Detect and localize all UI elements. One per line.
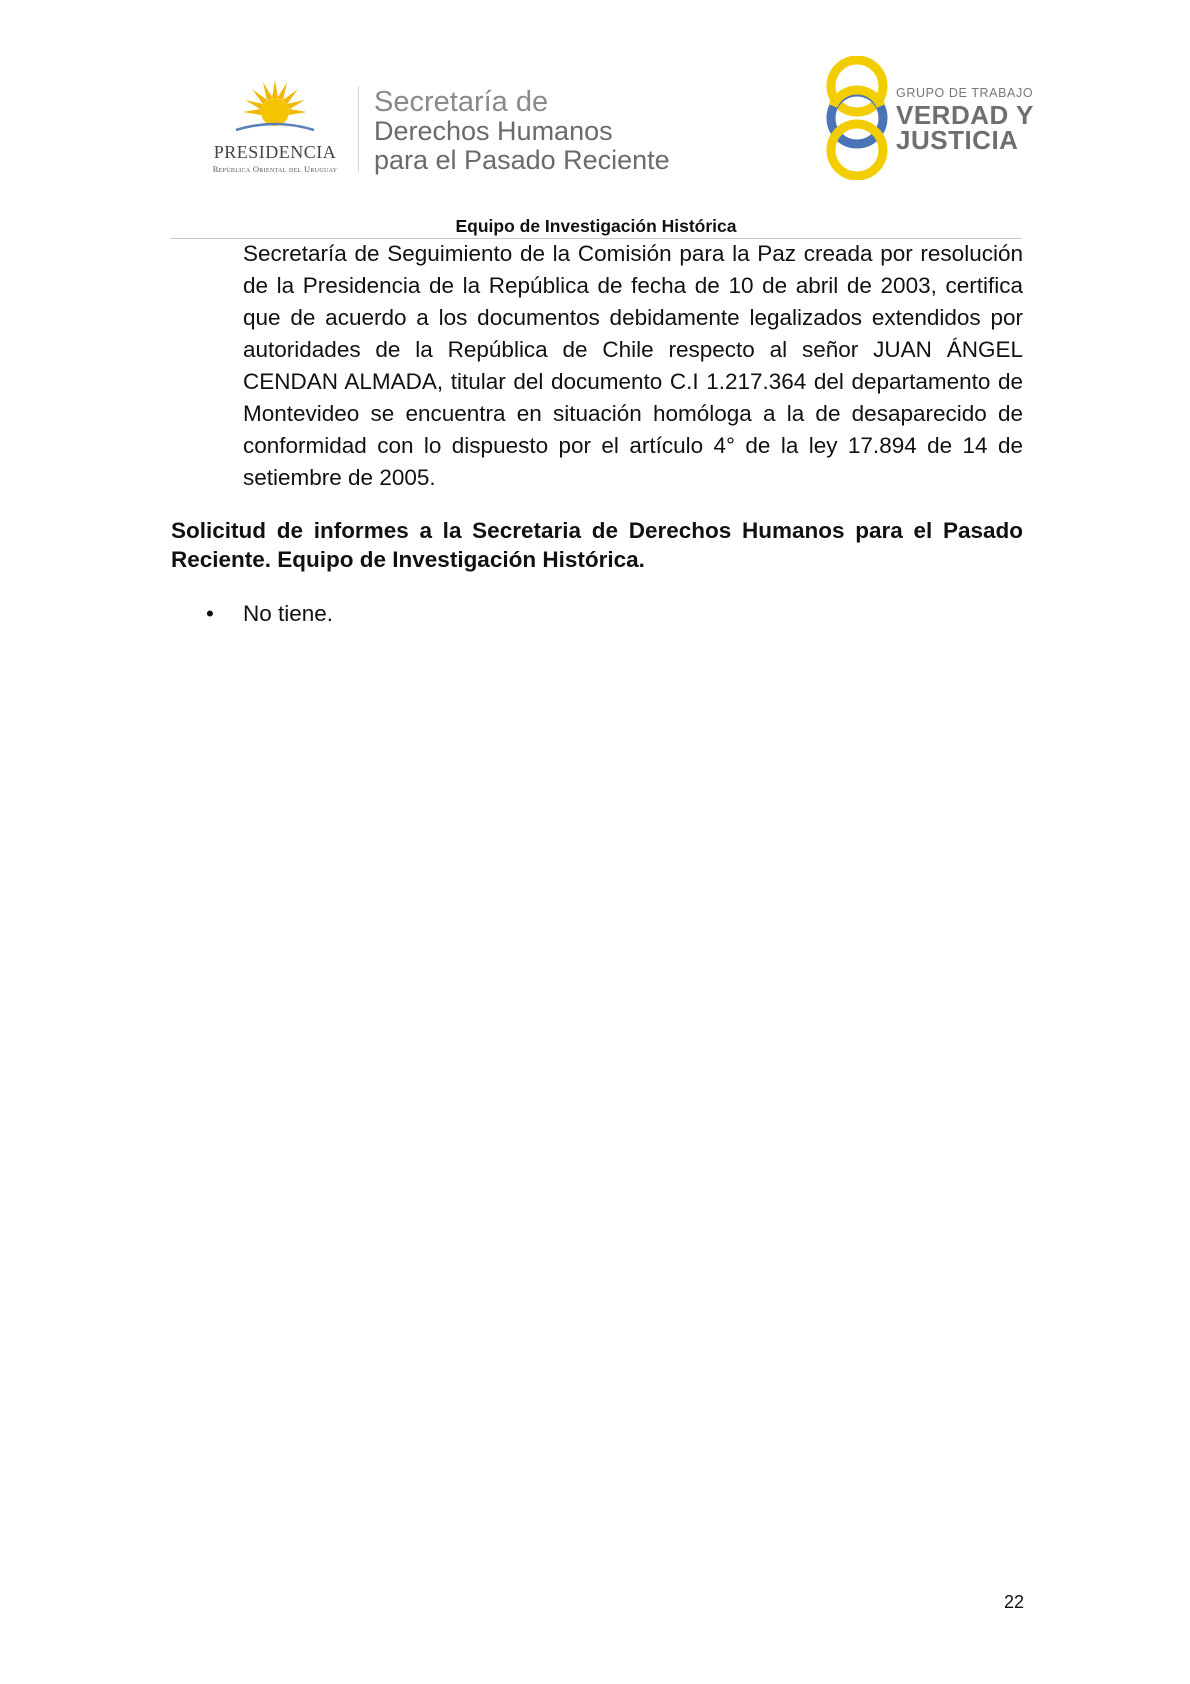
secretaria-line-2: Derechos Humanos (374, 116, 613, 146)
bullet-marker: • (206, 601, 214, 626)
section-heading: Solicitud de informes a la Secretaria de Derechos Humanos para el Pasado Reciente. Equipo de Investigación Histórica. (171, 518, 1023, 572)
header-divider (358, 86, 359, 172)
header-subtitle: Equipo de Investigación Histórica (455, 216, 737, 236)
verdad-justicia-logo (824, 56, 1034, 180)
list-item (206, 598, 333, 630)
body-paragraph: Secretaría de Seguimiento de la Comisión para la Paz creada por resolución de la Presidencia de la República de fecha de 10 de abril de 2003, certifica que de acuerdo a los documentos debidamente legalizados extendidos por autoridades de la República de Chile respecto al señor JUAN ÁNGEL CENDAN ALMADA, titular del documento C.I 1.217.364 del departamento de Montevideo se encuentra en situación homóloga a la de desaparecido de conformidad con lo dispuesto por el artículo 4° de la ley 17.894 de 14 de setiembre de 2005. (243, 241, 1023, 490)
secretaria-line-3: para el Pasado Reciente (374, 145, 670, 175)
list-item-text: No tiene. (243, 601, 334, 626)
grupo-title-line-2: JUSTICIA (896, 125, 1019, 155)
linked-rings-icon (824, 56, 890, 180)
grupo-title-line-1: VERDAD Y (896, 100, 1034, 130)
secretaria-line-1: Secretaría de (374, 86, 549, 118)
presidencia-subtitle: República Oriental del Uruguay (212, 164, 338, 174)
page-number: 22 (1003, 1592, 1024, 1612)
secretaria-logo (374, 88, 670, 175)
grupo-small-title: GRUPO DE TRABAJO (896, 86, 1034, 100)
presidencia-logo (196, 78, 354, 178)
sun-emblem-icon (234, 78, 316, 142)
presidencia-name: PRESIDENCIA (213, 142, 337, 162)
